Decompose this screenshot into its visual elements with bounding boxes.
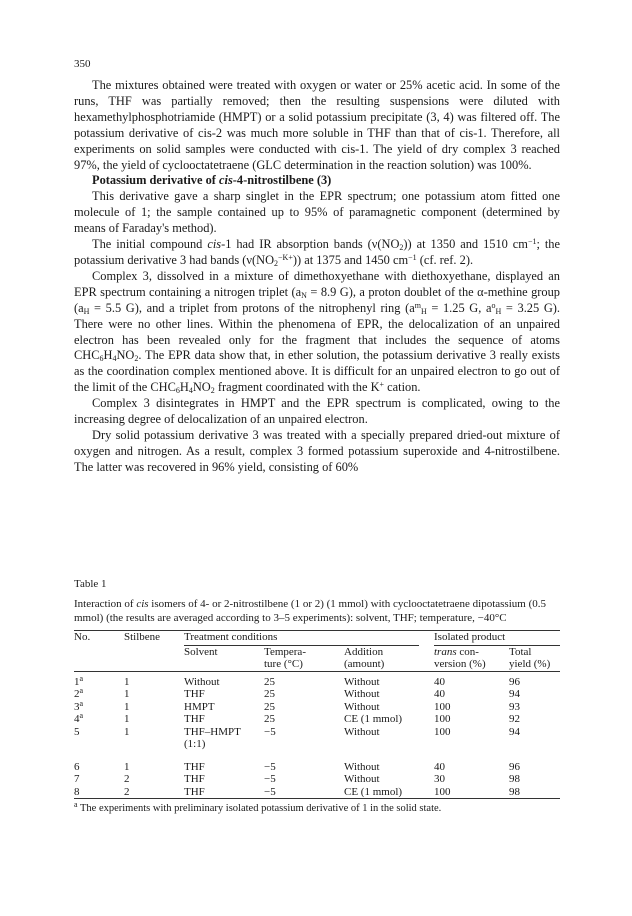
- header-temperature: Tempera-: [264, 645, 306, 658]
- table-row: 5 1 THF–HMPT (1:1) −5 Without 100 94: [74, 725, 520, 751]
- table-row: 7 2 THF −5 Without 30 98: [74, 773, 520, 786]
- table-row: 4$^a$ 1 THF 25 CE (1 mmol) 100 92: [74, 711, 520, 726]
- table-label: Table 1: [74, 578, 107, 590]
- results-table: [74, 630, 560, 799]
- body-text: [74, 78, 560, 476]
- table-row: 8 2 THF −5 CE (1 mmol) 100 98: [74, 786, 560, 799]
- header-no: No.: [74, 631, 124, 646]
- table-row: 1$^a$ 1 Without 25 Without 40 96: [74, 673, 520, 688]
- header-addition: Addition: [344, 645, 384, 658]
- table-subheader-row-2: ture (°C) (amount) version (%) yield (%): [74, 658, 560, 671]
- paragraph-epr-singlet: This derivative gave a sharp singlet in the EPR spectrum; one potassium atom fitted one molecule of 1; the sample contained up to 95% of paramagnetic component (determined by means of Faraday's method).: [74, 189, 560, 236]
- paragraph-epr-spectrum: Complex 3, dissolved in a mixture of dimethoxyethane with diethoxyethane, displayed an EPR spectrum containing a nitrogen triplet ($a_N = 8.9$ G), a proton doublet of the α-methine group ($a_H = 5.5$ G), and a triplet from protons of the nitrophenyl ring ($a^m_H = 1.25$ G, $a^o_H = 3.25$ G). There were no other lines. Within the phenomena of EPR, the delocalization of an unpaired electron has been revealed only for the fragment that includes the sequence of atoms $CHC_6H_4NO_2$. The EPR data show that, in ether solution, the potassium derivative 3 really exists as the coordination complex mentioned above. It is difficult for an unpaired electron to go out of the limit of the $CHC_6H_4NO_2$ fragment coordinated with the K+ cation.: [74, 268, 561, 396]
- header-trans: trans con-: [434, 645, 479, 658]
- table-subheader-row: [74, 646, 560, 659]
- header-yield: Total: [509, 645, 532, 658]
- header-stilbene: Stilbene: [124, 631, 184, 646]
- paragraph-ir-bands: The initial compound cis-1 had IR absorption bands $(\nu(NO_2))$ at 1350 and 1510 $cm^{-1}$; the potassium derivative 3 had bands $(\nu(NO_2^{-K+}))$ at 1375 and 1450 $cm^{-1}$ (cf. ref. 2).: [74, 237, 560, 268]
- header-solvent: Solvent: [184, 645, 218, 658]
- header-treatment: Treatment conditions: [184, 631, 434, 646]
- paragraph-oxygen: Dry solid potassium derivative 3 was treated with a specially prepared dried-out mixture of oxygen and nitrogen. As a result, complex 3 formed potassium superoxide and 4-nitrostilbene. The latter was recovered in 96% yield, consisting of 60%: [74, 427, 560, 474]
- paragraph-intro: The mixtures obtained were treated with oxygen or water or 25% acetic acid. In some of the runs, THF was partially removed; then the resulting suspensions were diluted with hexamethylphosphotriamide (HMPT) or a solid potassium precipitate (3, 4) was filtered off. The potassium derivative of cis-2 was much more soluble in THF than that of cis-1. Therefore, all experiments on solid samples were conducted with cis-1. The yield of dry complex 3 reached 97%, the yield of cyclooctatetraene (GLC determination in the reaction solution) was 100%.: [74, 78, 560, 172]
- table-row: 2$^a$ 1 THF 25 Without 40 94: [74, 686, 520, 701]
- header-isolated: Isolated product: [434, 631, 560, 646]
- section-heading: Potassium derivative of cis-4-nitrostilbene (3): [92, 173, 332, 188]
- table-header-row: [74, 631, 560, 646]
- table-caption: Interaction of cis isomers of 4- or 2-nitrostilbene (1 or 2) (1 mmol) with cyclooctatetraene dipotassium (0.5 mmol) (the results are averaged according to 3–5 experiments): solvent, THF; temperature, −40°C: [74, 598, 546, 624]
- table-row: 6 1 THF −5 Without 40 96: [74, 760, 520, 773]
- table-footnote: $^a$ The experiments with preliminary isolated potassium derivative of 1 in the solid state.: [74, 800, 442, 815]
- page-number: 350: [74, 58, 91, 70]
- table-row: 3$^a$ 1 HMPT 25 Without 100 93: [74, 698, 520, 713]
- table-1: [74, 578, 560, 814]
- paragraph-hmpt: Complex 3 disintegrates in HMPT and the EPR spectrum is complicated, owing to the increasing degree of delocalization of an unpaired electron.: [74, 396, 560, 427]
